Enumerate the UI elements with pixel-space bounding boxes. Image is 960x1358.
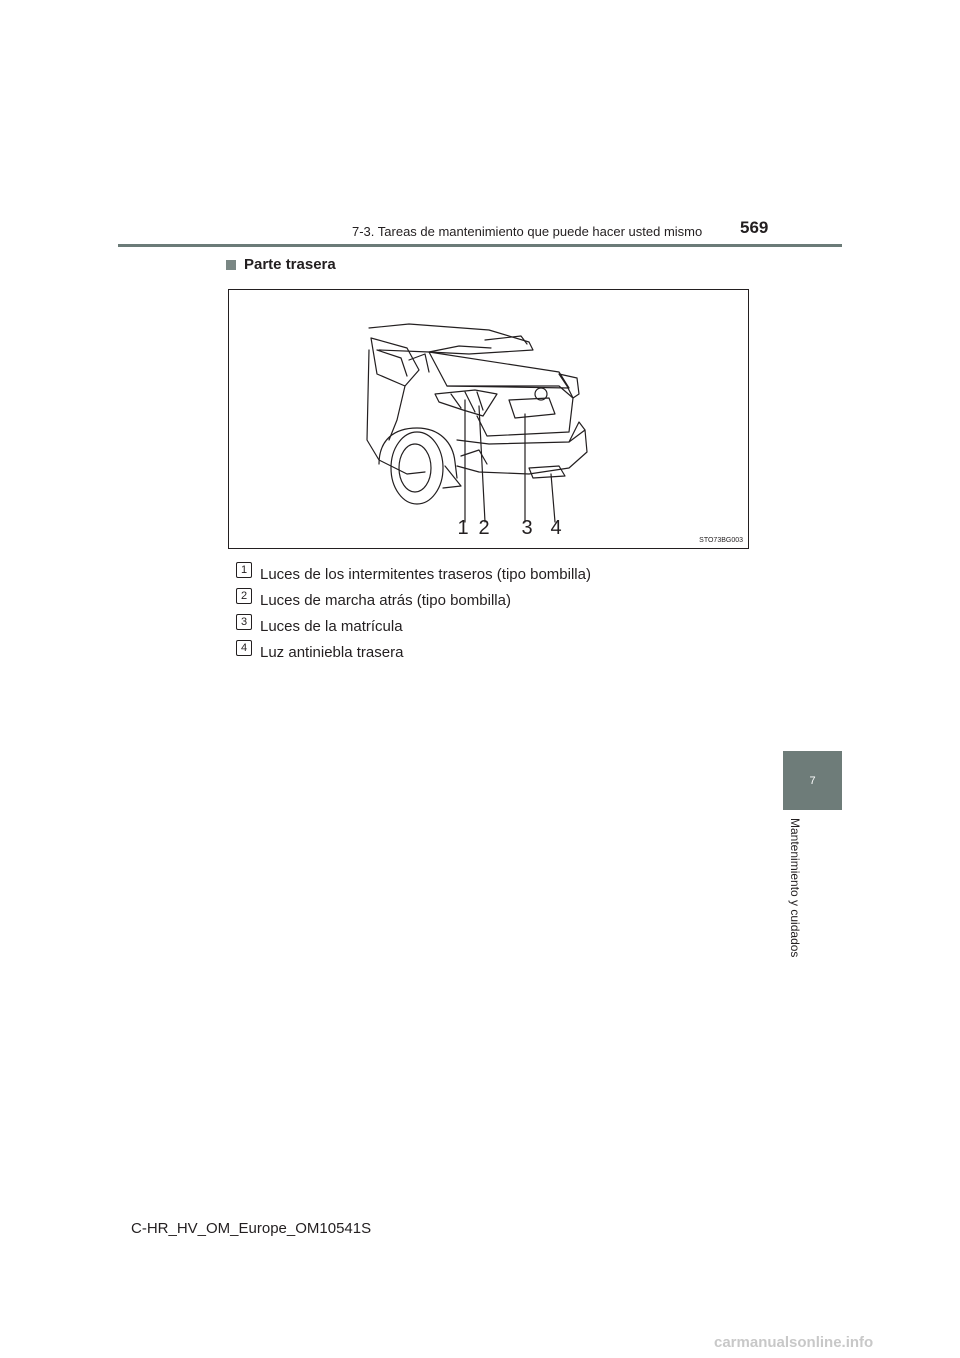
footer-document-id: C-HR_HV_OM_Europe_OM10541S bbox=[131, 1220, 372, 1237]
chapter-title: Mantenimiento y cuidados bbox=[788, 818, 802, 958]
legend-list bbox=[236, 562, 591, 666]
header-divider bbox=[118, 244, 842, 247]
legend-text: Luces de la matrícula bbox=[260, 618, 403, 635]
section-heading-label: Parte trasera bbox=[244, 256, 336, 273]
section-heading bbox=[226, 256, 336, 273]
legend-number: 4 bbox=[236, 640, 252, 656]
legend-item bbox=[236, 640, 591, 665]
legend-number: 2 bbox=[236, 588, 252, 604]
legend-text: Luz antiniebla trasera bbox=[260, 644, 404, 661]
car-rear-illustration bbox=[229, 290, 748, 548]
watermark: carmanualsonline.info bbox=[714, 1334, 874, 1351]
legend-number: 3 bbox=[236, 614, 252, 630]
rear-lights-figure bbox=[228, 289, 749, 549]
legend-text: Luces de marcha atrás (tipo bombilla) bbox=[260, 592, 511, 609]
chapter-tab[interactable]: 7 bbox=[783, 751, 842, 810]
header-section-title: 7-3. Tareas de mantenimiento que puede hacer usted mismo bbox=[352, 224, 703, 239]
callout-3: 3 bbox=[521, 517, 533, 539]
square-bullet-icon bbox=[226, 260, 236, 270]
legend-item bbox=[236, 614, 591, 639]
legend-text: Luces de los intermitentes traseros (tipo bombilla) bbox=[260, 566, 591, 583]
figure-code: STO73BG003 bbox=[699, 537, 743, 544]
callout-4: 4 bbox=[550, 517, 562, 539]
legend-item bbox=[236, 588, 591, 613]
legend-item bbox=[236, 562, 591, 587]
chapter-side-label bbox=[772, 818, 812, 978]
callout-1: 1 bbox=[457, 517, 469, 539]
callout-2: 2 bbox=[478, 517, 490, 539]
page-number: 569 bbox=[740, 218, 769, 237]
legend-number: 1 bbox=[236, 562, 252, 578]
